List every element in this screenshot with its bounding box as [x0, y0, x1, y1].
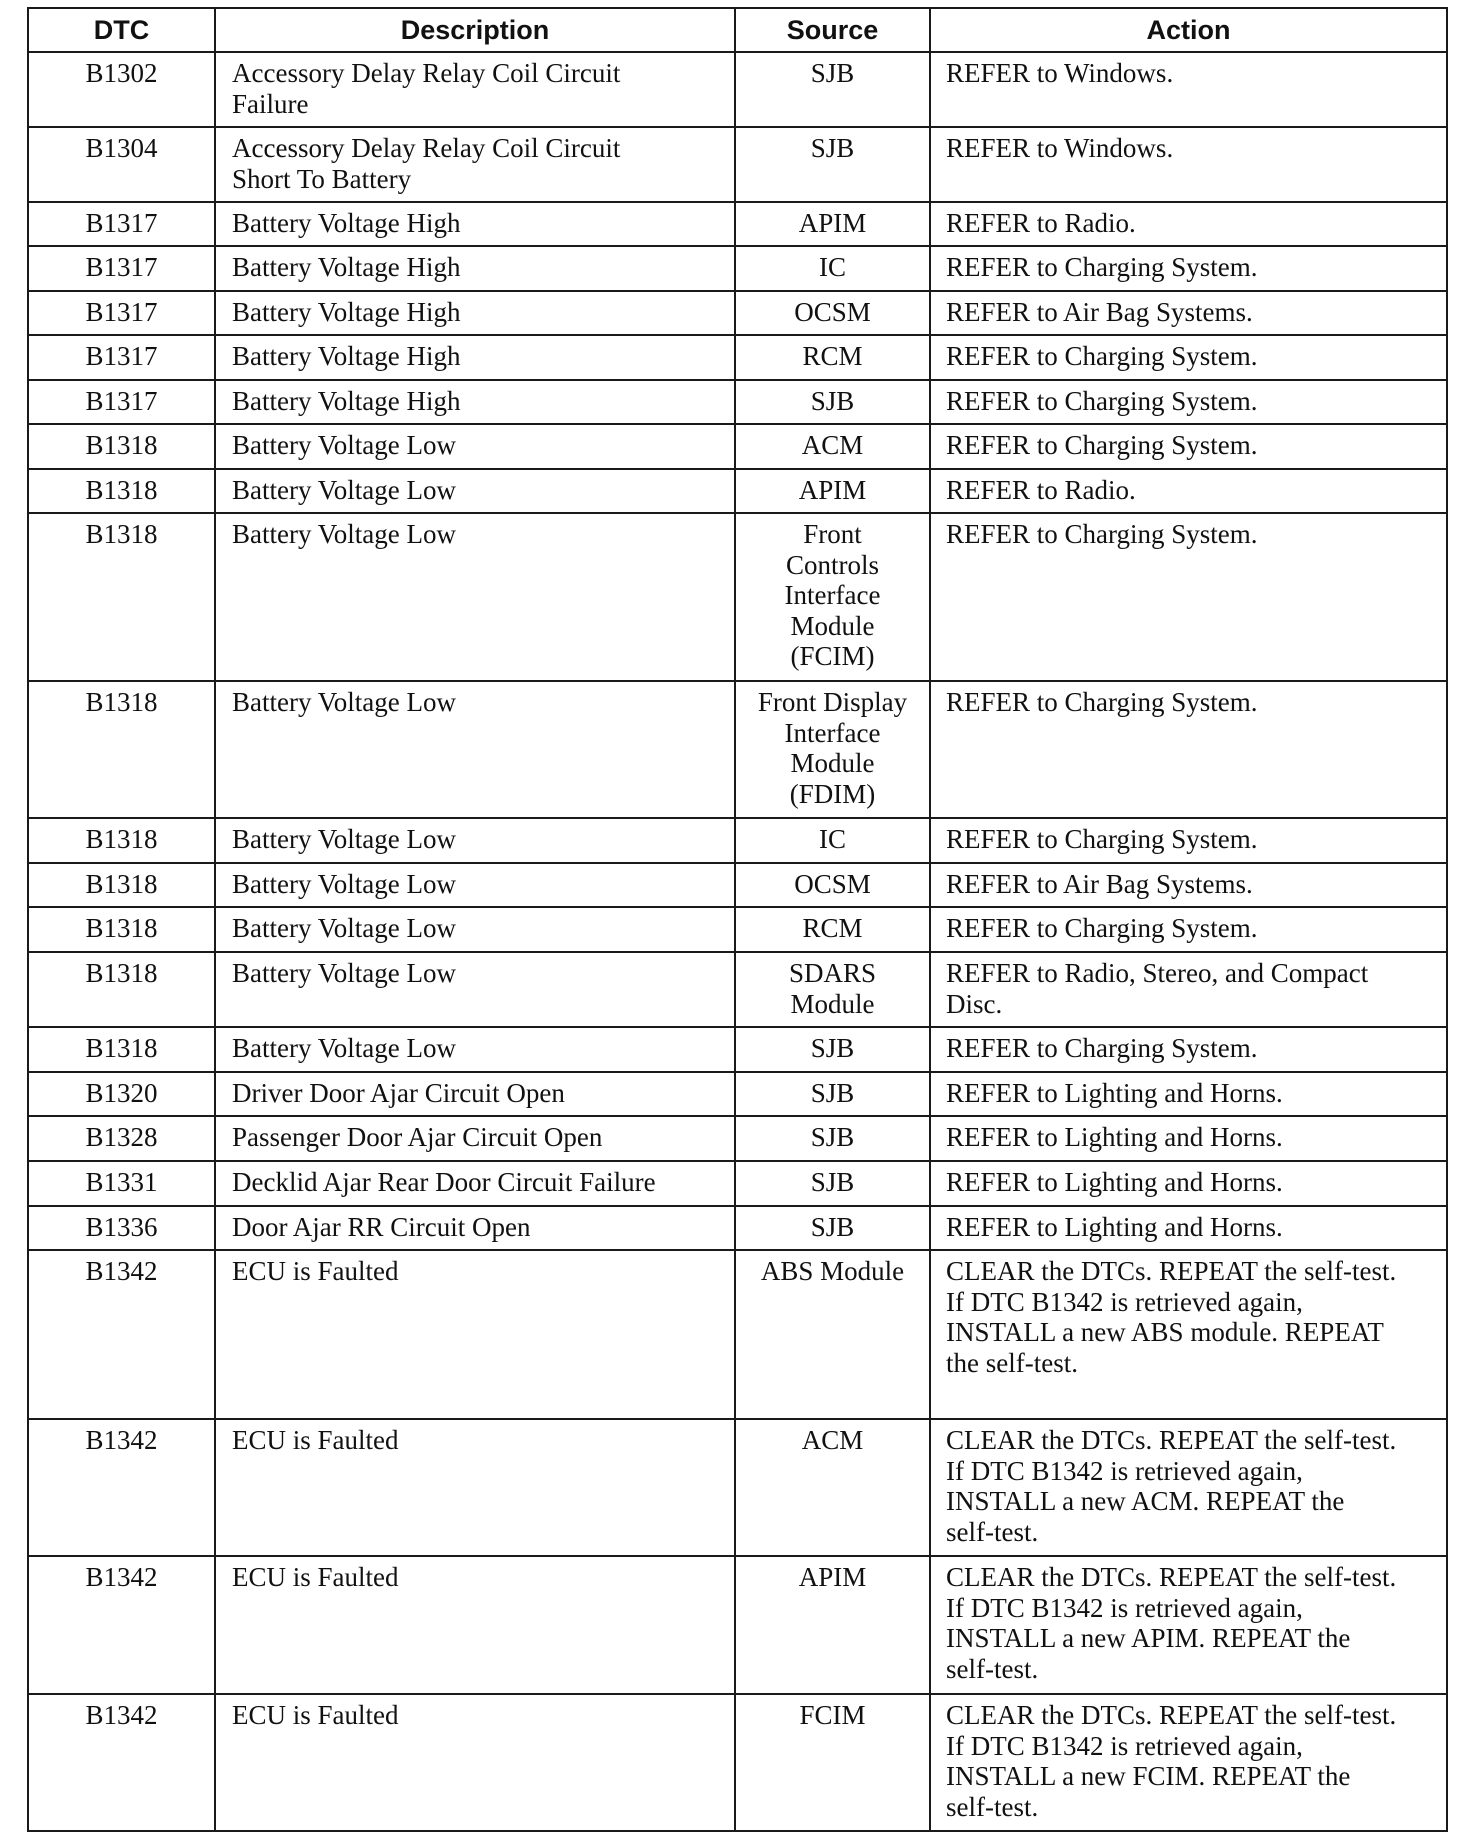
dtc-code-cell	[28, 469, 215, 513]
dtc-code-cell	[28, 424, 215, 469]
table-row	[28, 335, 1447, 380]
source-cell-text: ABS Module	[760, 1256, 905, 1286]
table-row	[28, 202, 1447, 246]
source-cell	[735, 335, 930, 380]
source-cell	[735, 1250, 930, 1419]
dtc-code-cell	[28, 335, 215, 380]
table-row	[28, 1250, 1447, 1419]
table-row	[28, 681, 1447, 818]
table-row	[28, 380, 1447, 424]
table-row	[28, 1694, 1447, 1831]
action-cell-text: REFER to Lighting and Horns.	[946, 1078, 1283, 1108]
action-cell-text: REFER to Charging System.	[946, 687, 1258, 717]
dtc-code-cell	[28, 818, 215, 863]
action-cell	[930, 1116, 1447, 1161]
description-cell	[215, 202, 735, 246]
dtc-code-cell	[28, 202, 215, 246]
description-cell	[215, 1072, 735, 1116]
source-cell-text: ACM	[801, 430, 864, 460]
source-cell-text: RCM	[802, 341, 863, 371]
action-cell	[930, 1027, 1447, 1072]
dtc-code-cell	[28, 1250, 215, 1419]
dtc-code-cell-text: B1317	[85, 208, 158, 238]
dtc-code-cell-text: B1342	[85, 1562, 158, 1592]
action-cell-text: REFER to Windows.	[946, 133, 1174, 163]
dtc-table	[27, 7, 1448, 1832]
dtc-code-cell-text: B1302	[85, 58, 158, 88]
dtc-code-cell	[28, 1027, 215, 1072]
table-row	[28, 1206, 1447, 1250]
dtc-code-cell	[28, 291, 215, 335]
dtc-code-cell-text: B1317	[85, 252, 158, 282]
description-cell-text: Door Ajar RR Circuit Open	[232, 1212, 531, 1242]
action-cell-text: REFER to Radio.	[946, 208, 1136, 238]
table-row	[28, 469, 1447, 513]
description-cell	[215, 52, 735, 127]
table-row	[28, 513, 1447, 681]
action-cell	[930, 1556, 1447, 1694]
source-cell	[735, 1556, 930, 1694]
description-cell-text: Battery Voltage Low	[232, 958, 456, 988]
description-cell	[215, 424, 735, 469]
description-cell-text: Battery Voltage Low	[232, 1033, 456, 1063]
source-cell	[735, 291, 930, 335]
description-cell-text: Decklid Ajar Rear Door Circuit Failure	[232, 1167, 656, 1197]
dtc-code-cell-text: B1317	[85, 386, 158, 416]
action-cell	[930, 424, 1447, 469]
header-dtc: DTC	[28, 8, 215, 52]
action-cell	[930, 952, 1447, 1027]
action-cell-text: REFER to Charging System.	[946, 386, 1258, 416]
description-cell	[215, 1694, 735, 1831]
action-cell	[930, 469, 1447, 513]
dtc-code-cell	[28, 1072, 215, 1116]
dtc-code-cell	[28, 127, 215, 202]
description-cell	[215, 246, 735, 291]
action-cell	[930, 513, 1447, 681]
source-cell-text: SJB	[810, 1167, 855, 1197]
action-cell	[930, 1419, 1447, 1556]
description-cell	[215, 1250, 735, 1419]
source-cell	[735, 127, 930, 202]
dtc-code-cell-text: B1318	[85, 687, 158, 717]
dtc-code-cell	[28, 1694, 215, 1831]
dtc-code-cell	[28, 380, 215, 424]
dtc-code-cell	[28, 52, 215, 127]
action-cell	[930, 246, 1447, 291]
description-cell-text: Battery Voltage High	[232, 341, 461, 371]
action-cell-text: CLEAR the DTCs. REPEAT the self-test. If DTC B1342 is retrieved again, INSTALL a new ACM. REPEAT the self-test.	[946, 1425, 1397, 1547]
source-cell	[735, 513, 930, 681]
action-cell	[930, 127, 1447, 202]
dtc-code-cell	[28, 863, 215, 907]
action-cell	[930, 907, 1447, 952]
description-cell-text: Battery Voltage High	[232, 208, 461, 238]
dtc-code-cell-text: B1318	[85, 913, 158, 943]
description-cell	[215, 1161, 735, 1206]
source-cell	[735, 424, 930, 469]
source-cell-text: OCSM	[794, 297, 871, 327]
dtc-code-cell	[28, 1206, 215, 1250]
description-cell-text: Battery Voltage Low	[232, 687, 456, 717]
dtc-code-cell	[28, 952, 215, 1027]
action-cell-text: REFER to Lighting and Horns.	[946, 1122, 1283, 1152]
description-cell-text: Accessory Delay Relay Coil Circuit Short To Battery	[232, 133, 621, 194]
source-cell-text: APIM	[798, 1562, 867, 1592]
action-cell	[930, 1250, 1447, 1419]
action-cell	[930, 291, 1447, 335]
source-cell-text: FCIM	[799, 1700, 866, 1730]
action-cell-text: REFER to Charging System.	[946, 519, 1258, 549]
dtc-code-cell-text: B1336	[85, 1212, 158, 1242]
action-cell-text: REFER to Charging System.	[946, 913, 1258, 943]
action-cell-text: REFER to Charging System.	[946, 824, 1258, 854]
description-cell	[215, 1027, 735, 1072]
action-cell-text: REFER to Air Bag Systems.	[946, 869, 1253, 899]
table-row	[28, 818, 1447, 863]
table-row	[28, 246, 1447, 291]
description-cell	[215, 1206, 735, 1250]
dtc-code-cell	[28, 513, 215, 681]
action-cell	[930, 681, 1447, 818]
source-cell-text: ACM	[801, 1425, 864, 1455]
action-cell	[930, 818, 1447, 863]
description-cell	[215, 335, 735, 380]
table-row	[28, 424, 1447, 469]
description-cell	[215, 1116, 735, 1161]
table-row	[28, 1027, 1447, 1072]
dtc-code-cell-text: B1318	[85, 475, 158, 505]
dtc-code-cell-text: B1318	[85, 1033, 158, 1063]
table-row	[28, 863, 1447, 907]
dtc-code-cell-text: B1328	[85, 1122, 158, 1152]
description-cell-text: Battery Voltage Low	[232, 430, 456, 460]
source-cell-text: SJB	[810, 386, 855, 416]
action-cell	[930, 1072, 1447, 1116]
dtc-code-cell-text: B1342	[85, 1700, 158, 1730]
description-cell-text: ECU is Faulted	[232, 1256, 399, 1286]
source-cell	[735, 469, 930, 513]
dtc-code-cell	[28, 1161, 215, 1206]
description-cell-text: Passenger Door Ajar Circuit Open	[232, 1122, 603, 1152]
table-row	[28, 1556, 1447, 1694]
description-cell-text: Battery Voltage Low	[232, 475, 456, 505]
table-row	[28, 127, 1447, 202]
action-cell-text: REFER to Charging System.	[946, 1033, 1258, 1063]
source-cell-text: Front Controls Interface Module (FCIM)	[784, 519, 881, 671]
source-cell-text: IC	[819, 252, 846, 282]
description-cell-text: Battery Voltage Low	[232, 869, 456, 899]
table-row	[28, 952, 1447, 1027]
action-cell-text: REFER to Lighting and Horns.	[946, 1212, 1283, 1242]
source-cell-text: SDARS Module	[788, 958, 877, 1019]
description-cell	[215, 1556, 735, 1694]
action-cell	[930, 1694, 1447, 1831]
description-cell	[215, 380, 735, 424]
dtc-code-cell-text: B1318	[85, 430, 158, 460]
action-cell	[930, 1206, 1447, 1250]
description-cell	[215, 127, 735, 202]
source-cell	[735, 202, 930, 246]
description-cell-text: Battery Voltage Low	[232, 913, 456, 943]
action-cell	[930, 1161, 1447, 1206]
source-cell-text: SJB	[810, 1212, 855, 1242]
source-cell	[735, 246, 930, 291]
dtc-code-cell	[28, 1556, 215, 1694]
source-cell-text: RCM	[802, 913, 863, 943]
header-action: Action	[930, 8, 1447, 52]
action-cell	[930, 863, 1447, 907]
action-cell-text: REFER to Charging System.	[946, 252, 1258, 282]
dtc-code-cell	[28, 1419, 215, 1556]
description-cell	[215, 818, 735, 863]
header-row	[28, 8, 1447, 52]
description-cell	[215, 513, 735, 681]
dtc-code-cell-text: B1331	[85, 1167, 158, 1197]
description-cell-text: Accessory Delay Relay Coil Circuit Failure	[232, 58, 621, 119]
source-cell	[735, 952, 930, 1027]
source-cell	[735, 863, 930, 907]
source-cell	[735, 907, 930, 952]
action-cell	[930, 52, 1447, 127]
source-cell	[735, 1161, 930, 1206]
table-row	[28, 1419, 1447, 1556]
header-source: Source	[735, 8, 930, 52]
table-row	[28, 52, 1447, 127]
action-cell	[930, 202, 1447, 246]
source-cell	[735, 380, 930, 424]
description-cell	[215, 681, 735, 818]
source-cell-text: APIM	[798, 208, 867, 238]
table-row	[28, 1116, 1447, 1161]
dtc-code-cell-text: B1342	[85, 1256, 158, 1286]
action-cell-text: REFER to Windows.	[946, 58, 1174, 88]
table-row	[28, 907, 1447, 952]
source-cell	[735, 1072, 930, 1116]
table-row	[28, 1161, 1447, 1206]
source-cell-text: SJB	[810, 58, 855, 88]
table-row	[28, 1072, 1447, 1116]
action-cell-text: REFER to Radio, Stereo, and Compact Disc.	[946, 958, 1369, 1019]
action-cell-text: CLEAR the DTCs. REPEAT the self-test. If DTC B1342 is retrieved again, INSTALL a new ABS module. REPEAT the self-test.	[946, 1256, 1397, 1378]
source-cell	[735, 1027, 930, 1072]
source-cell-text: APIM	[798, 475, 867, 505]
description-cell	[215, 469, 735, 513]
description-cell	[215, 952, 735, 1027]
dtc-code-cell-text: B1318	[85, 869, 158, 899]
description-cell	[215, 863, 735, 907]
description-cell-text: Battery Voltage Low	[232, 519, 456, 549]
source-cell-text: IC	[819, 824, 846, 854]
dtc-code-cell-text: B1317	[85, 341, 158, 371]
action-cell-text: REFER to Radio.	[946, 475, 1136, 505]
description-cell-text: ECU is Faulted	[232, 1425, 399, 1455]
action-cell-text: REFER to Lighting and Horns.	[946, 1167, 1283, 1197]
source-cell	[735, 1116, 930, 1161]
description-cell-text: Battery Voltage Low	[232, 824, 456, 854]
action-cell	[930, 335, 1447, 380]
table-row	[28, 291, 1447, 335]
description-cell-text: ECU is Faulted	[232, 1700, 399, 1730]
description-cell	[215, 907, 735, 952]
table-body	[28, 52, 1447, 1831]
source-cell	[735, 1206, 930, 1250]
dtc-code-cell-text: B1317	[85, 297, 158, 327]
action-cell-text: CLEAR the DTCs. REPEAT the self-test. If DTC B1342 is retrieved again, INSTALL a new FCIM. REPEAT the self-test.	[946, 1700, 1397, 1822]
header-description: Description	[215, 8, 735, 52]
action-cell-text: REFER to Charging System.	[946, 341, 1258, 371]
dtc-code-cell-text: B1342	[85, 1425, 158, 1455]
action-cell-text: REFER to Air Bag Systems.	[946, 297, 1253, 327]
dtc-code-cell	[28, 1116, 215, 1161]
source-cell-text: SJB	[810, 1078, 855, 1108]
source-cell-text: SJB	[810, 1122, 855, 1152]
source-cell-text: OCSM	[794, 869, 871, 899]
description-cell-text: Battery Voltage High	[232, 297, 461, 327]
source-cell	[735, 52, 930, 127]
dtc-code-cell-text: B1304	[85, 133, 158, 163]
dtc-code-cell-text: B1320	[85, 1078, 158, 1108]
description-cell-text: ECU is Faulted	[232, 1562, 399, 1592]
description-cell-text: Driver Door Ajar Circuit Open	[232, 1078, 565, 1108]
source-cell-text: SJB	[810, 133, 855, 163]
source-cell	[735, 1694, 930, 1831]
action-cell	[930, 380, 1447, 424]
dtc-code-cell-text: B1318	[85, 958, 158, 988]
description-cell-text: Battery Voltage High	[232, 386, 461, 416]
source-cell-text: Front Display Interface Module (FDIM)	[757, 687, 908, 809]
source-cell	[735, 681, 930, 818]
dtc-code-cell	[28, 907, 215, 952]
source-cell	[735, 1419, 930, 1556]
dtc-code-cell-text: B1318	[85, 519, 158, 549]
dtc-code-cell	[28, 681, 215, 818]
source-cell	[735, 818, 930, 863]
description-cell	[215, 291, 735, 335]
source-cell-text: SJB	[810, 1033, 855, 1063]
description-cell-text: Battery Voltage High	[232, 252, 461, 282]
description-cell	[215, 1419, 735, 1556]
action-cell-text: REFER to Charging System.	[946, 430, 1258, 460]
dtc-code-cell	[28, 246, 215, 291]
dtc-code-cell-text: B1318	[85, 824, 158, 854]
action-cell-text: CLEAR the DTCs. REPEAT the self-test. If DTC B1342 is retrieved again, INSTALL a new APIM. REPEAT the self-test.	[946, 1562, 1397, 1684]
